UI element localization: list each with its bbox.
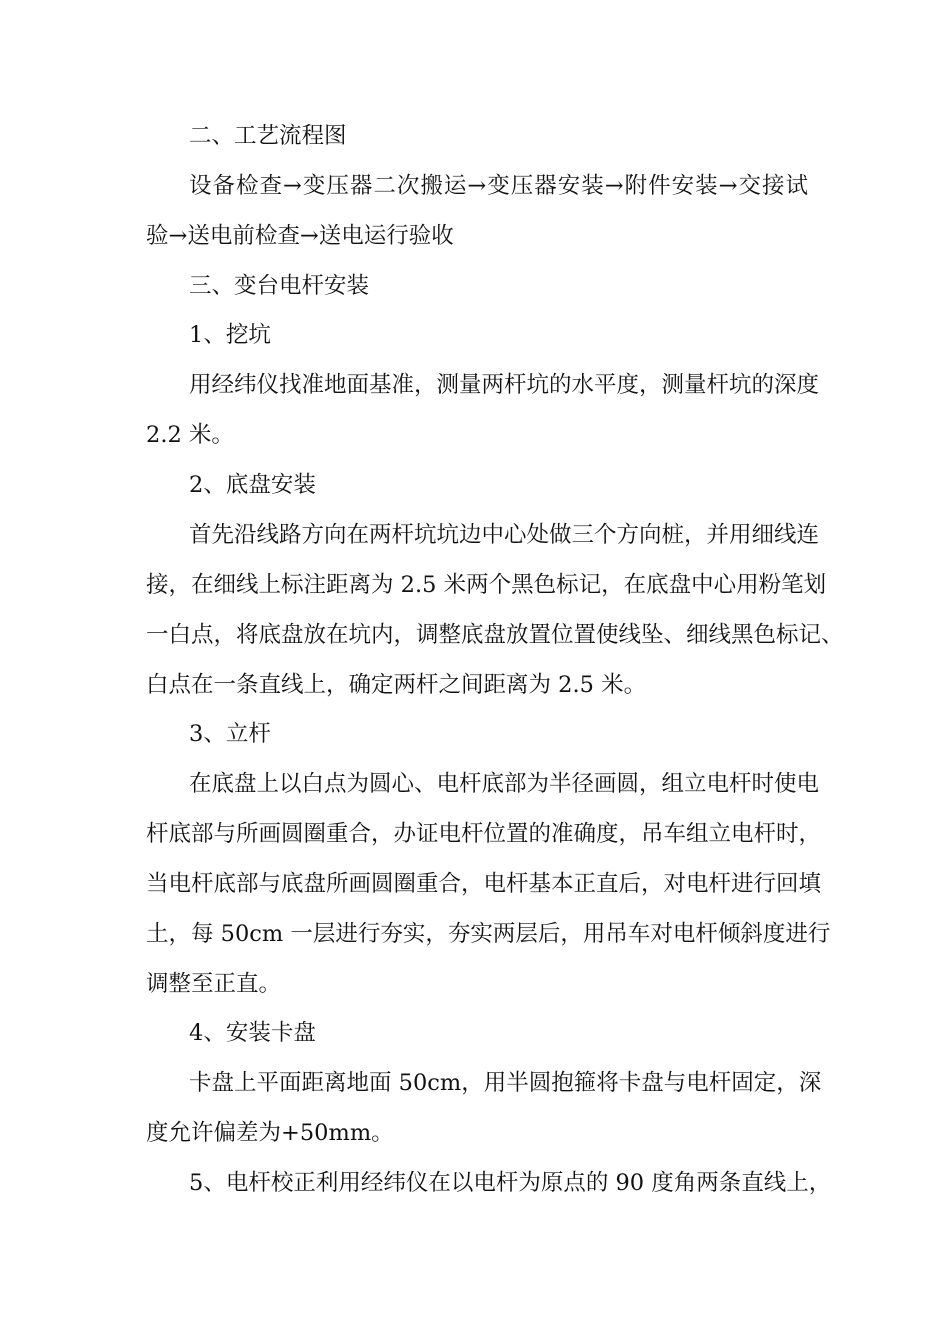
subsection-4-title: 4、安装卡盘 [189,1020,316,1046]
subsection-2-title: 2、底盘安装 [189,472,316,498]
section-heading-3: 三、变台电杆安装 [189,273,370,299]
flow-line-2: 验→送电前检查→送电运行验收 [146,223,454,249]
subsection-2-line-4: 白点在一条直线上，确定两杆之间距离为 2.5 米。 [146,672,647,698]
subsection-4-line-2: 度允许偏差为+50mm。 [146,1120,394,1146]
subsection-2-line-2: 接，在细线上标注距离为 2.5 米两个黑色标记，在底盘中心用粉笔划 [146,572,827,598]
subsection-3-line-3: 当电杆底部与底盘所画圆圈重合，电杆基本正直后，对电杆进行回填 [146,871,822,897]
subsection-1-title: 1、挖坑 [189,322,271,348]
subsection-3-line-5: 调整至正直。 [146,971,282,997]
subsection-5-line-1: 5、电杆校正利用经纬仪在以电杆为原点的 90 度角两条直线上， [189,1170,832,1196]
subsection-2-line-3: 一白点，将底盘放在坑内，调整底盘放置位置使线坠、细线黑色标记、 [146,622,844,648]
subsection-2-line-1: 首先沿线路方向在两杆坑坑边中心处做三个方向桩，并用细线连 [189,522,820,548]
subsection-4-line-1: 卡盘上平面距离地面 50cm，用半圆抱箍将卡盘与电杆固定，深 [189,1070,822,1096]
subsection-3-line-4: 土，每 50cm 一层进行夯实，夯实两层后，用吊车对电杆倾斜度进行 [146,921,831,947]
subsection-3-line-2: 杆底部与所画圆圈重合，办证电杆位置的准确度，吊车组立电杆时， [146,821,822,847]
subsection-3-title: 3、立杆 [189,721,271,747]
subsection-3-line-1: 在底盘上以白点为圆心、电杆底部为半径画圆，组立电杆时使电 [189,771,820,797]
subsection-1-line-1: 用经纬仪找准地面基准，测量两杆坑的水平度，测量杆坑的深度 [189,372,820,398]
subsection-1-line-2: 2.2 米。 [146,422,234,448]
flow-line-1: 设备检查→变压器二次搬运→变压器安装→附件安装→交接试 [189,173,808,199]
section-heading-2: 二、工艺流程图 [189,123,347,149]
